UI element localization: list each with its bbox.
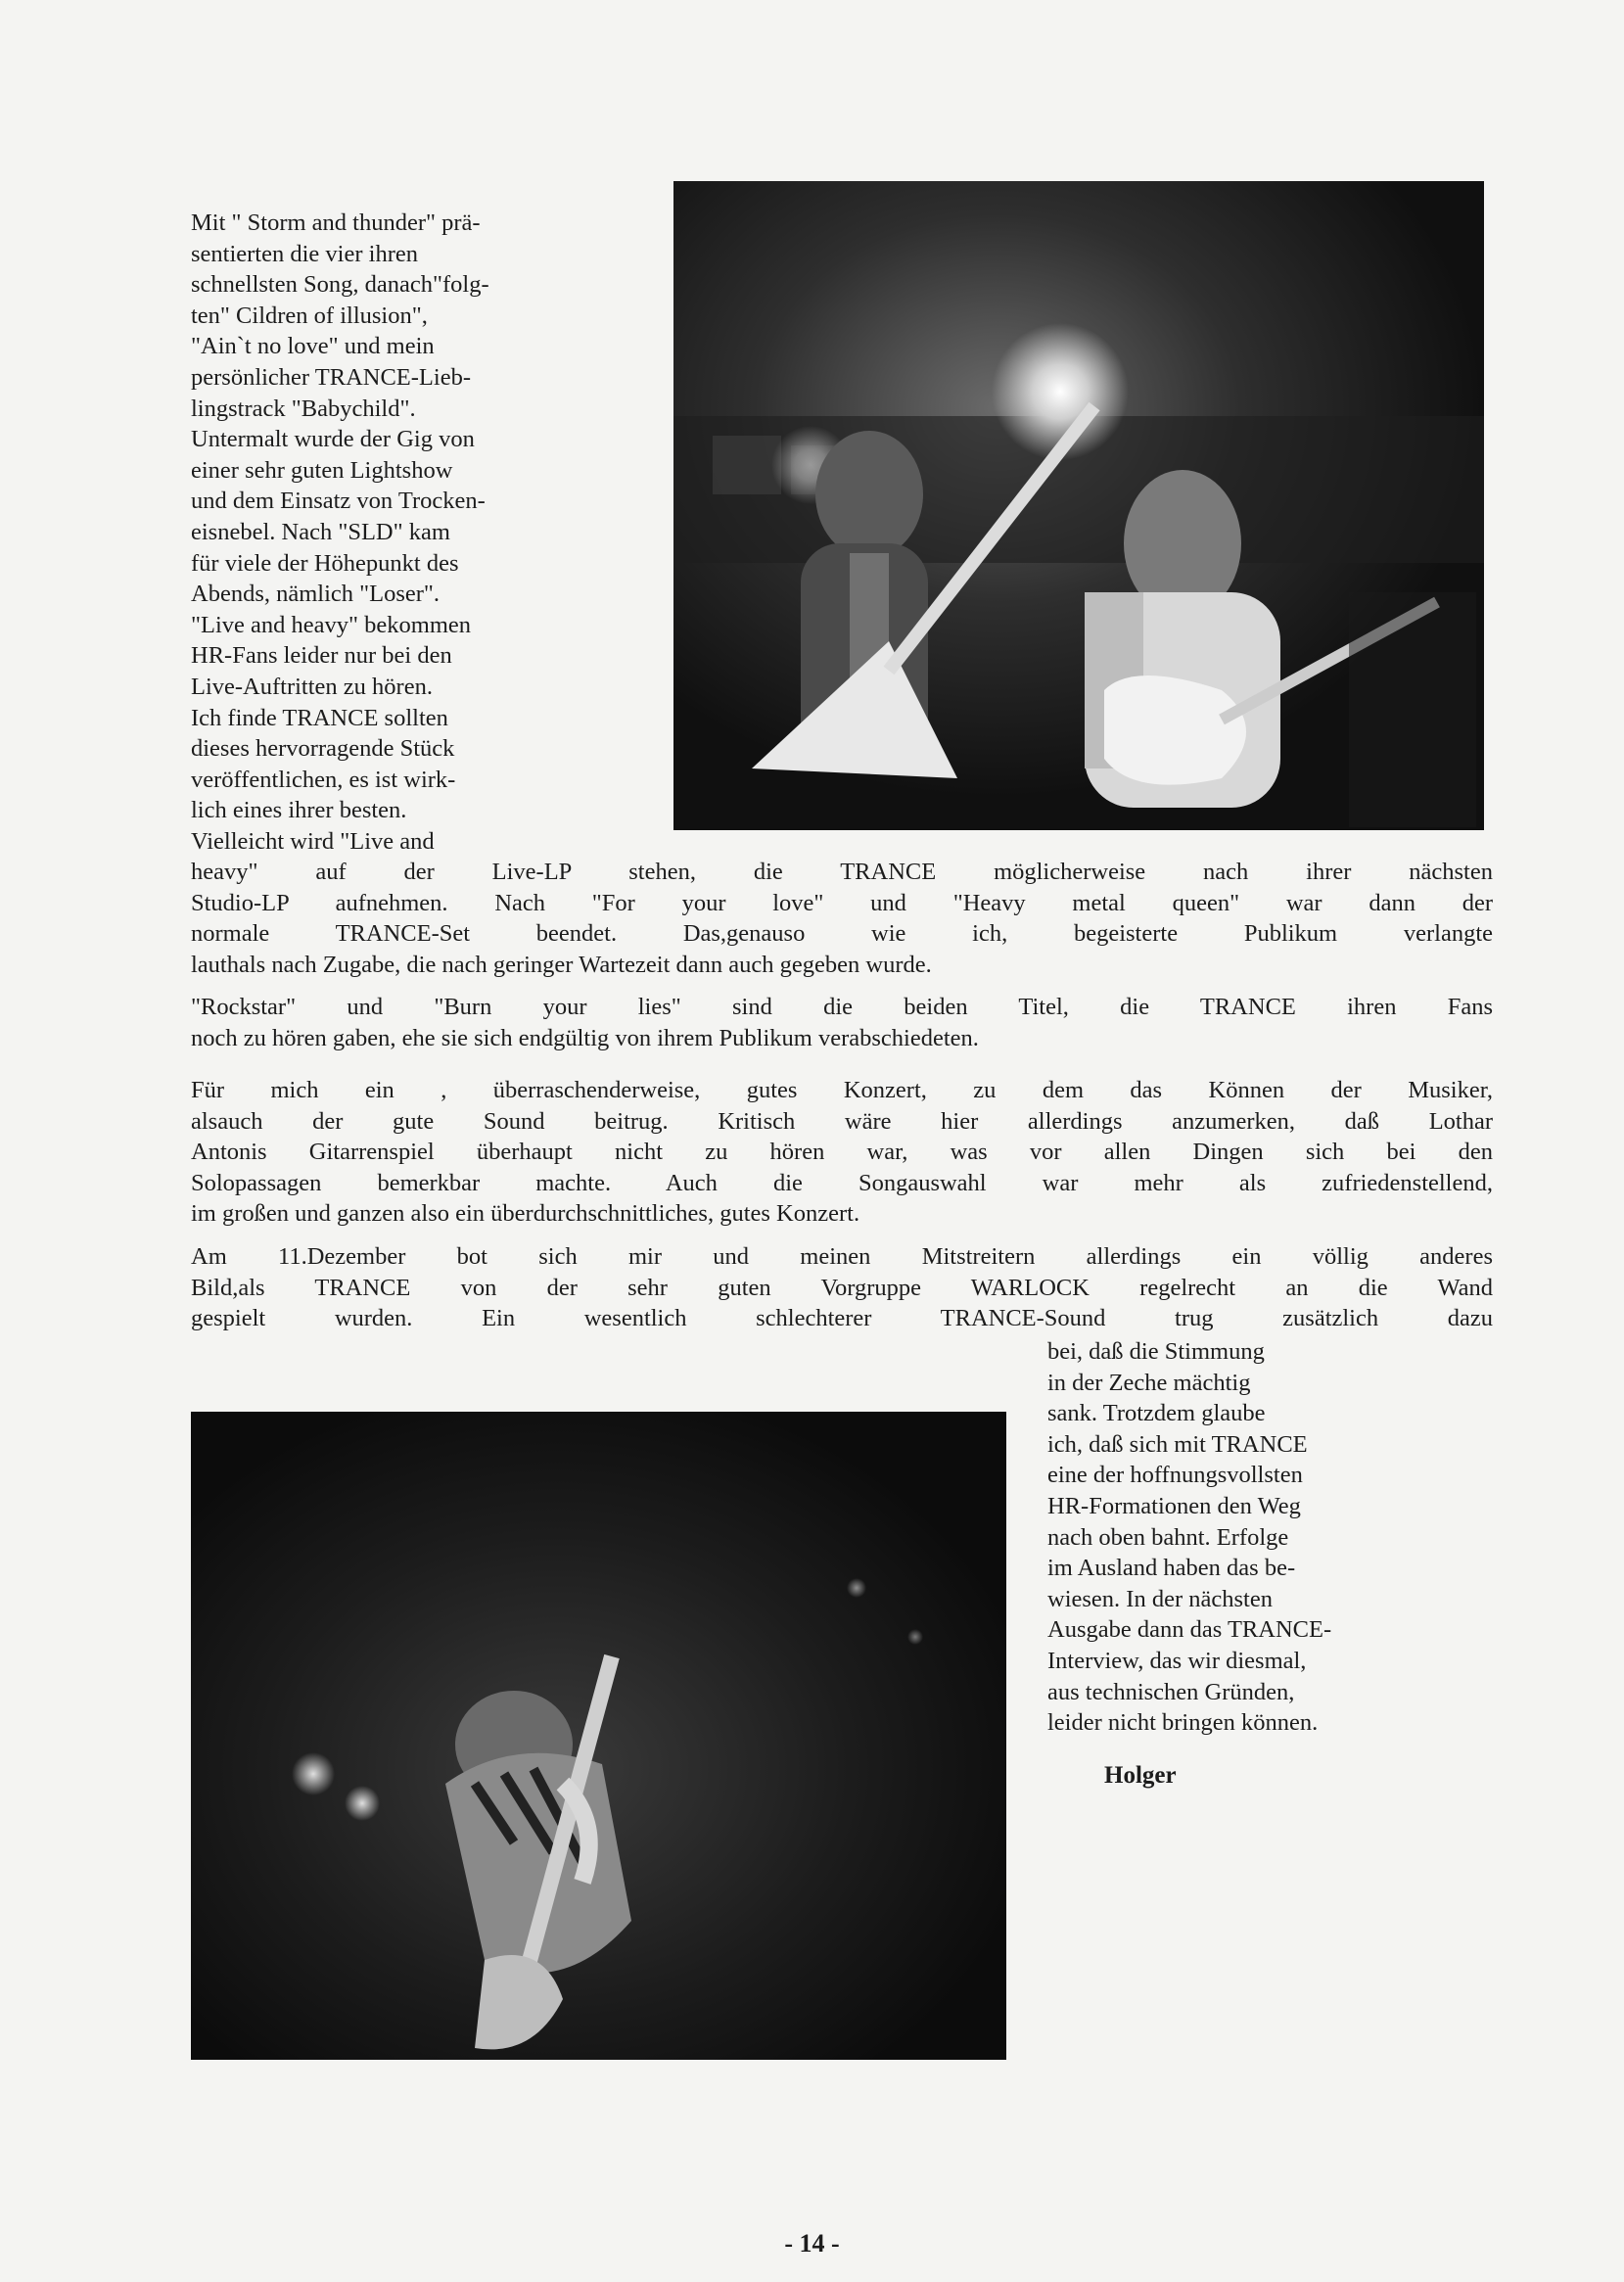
- text-line: dieses hervorragende Stück: [191, 735, 455, 763]
- author-signature: Holger: [1104, 1762, 1177, 1789]
- text-line: Studio-LP aufnehmen. Nach "For your love" und "Heavy metal queen" war dann der: [191, 889, 1493, 916]
- text-line: Am 11.Dezember bot sich mir und meinen Mitstreitern allerdings ein völlig anderes: [191, 1243, 1493, 1270]
- text-line: Ich finde TRANCE sollten: [191, 704, 448, 731]
- text-line: schnellsten Song, danach"folg-: [191, 271, 489, 299]
- text-line: HR-Formationen den Weg: [1047, 1492, 1301, 1519]
- text-line: nach oben bahnt. Erfolge: [1047, 1523, 1289, 1551]
- text-line: für viele der Höhepunkt des: [191, 549, 459, 577]
- text-line: noch zu hören gaben, ehe sie sich endgültig von ihrem Publikum verabschiedeten.: [191, 1024, 979, 1051]
- text-line: ich, daß sich mit TRANCE: [1047, 1430, 1308, 1458]
- text-line: im Ausland haben das be-: [1047, 1555, 1296, 1582]
- paragraph-3: [191, 1075, 1493, 1230]
- text-line: wiesen. In der nächsten: [1047, 1585, 1273, 1612]
- text-line: Mit " Storm and thunder" prä-: [191, 210, 481, 236]
- text-line: Solopassagen bemerkbar machte. Auch die Songauswahl war mehr als zufriedenstellend,: [191, 1169, 1493, 1196]
- text-line: HR-Fans leider nur bei den: [191, 642, 452, 670]
- text-line: Live-Auftritten zu hören.: [191, 673, 433, 700]
- paragraph-1-continued: [191, 857, 1493, 980]
- text-line: eine der hoffnungsvollsten: [1047, 1462, 1303, 1489]
- text-line: in der Zeche mächtig: [1047, 1369, 1251, 1396]
- paragraph-4: [191, 1241, 1493, 1334]
- concert-photo-guitarists: [673, 181, 1484, 830]
- text-line: einer sehr guten Lightshow: [191, 456, 453, 484]
- concert-photo-guitarist: [191, 1412, 1006, 2060]
- text-line: alsauch der gute Sound beitrug. Kritisch wäre hier allerdings anzumerken, daß Lothar: [191, 1107, 1493, 1135]
- text-line: gespielt wurden. Ein wesentlich schlechterer TRANCE-Sound trug zusätzlich dazu: [191, 1305, 1493, 1332]
- text-line: eisnebel. Nach "SLD" kam: [191, 518, 450, 545]
- left-column-text: [191, 208, 651, 857]
- text-line: Abends, nämlich "Loser".: [191, 581, 441, 608]
- page-number: - 14 -: [784, 2229, 840, 2258]
- text-line: heavy" auf der Live-LP stehen, die TRANCE möglicherweise nach ihrer nächsten: [191, 859, 1493, 885]
- text-line: im großen und ganzen also ein überdurchschnittliches, gutes Konzert.: [191, 1200, 860, 1228]
- text-line: "Ain`t no love" und mein: [191, 333, 435, 360]
- text-line: lingstrack "Babychild".: [191, 395, 416, 422]
- text-line: und dem Einsatz von Trocken-: [191, 488, 486, 515]
- paragraph-2: [191, 992, 1493, 1053]
- text-line: Vielleicht wird "Live and: [191, 827, 435, 855]
- text-line: Ausgabe dann das TRANCE-: [1047, 1616, 1332, 1644]
- text-line: lich eines ihrer besten.: [191, 797, 407, 824]
- text-line: sentierten die vier ihren: [191, 240, 418, 267]
- text-line: bei, daß die Stimmung: [1047, 1338, 1265, 1365]
- right-column-text: [1047, 1336, 1508, 1739]
- text-line: veröffentlichen, es ist wirk-: [191, 766, 456, 793]
- text-line: ten" Cildren of illusion",: [191, 302, 428, 329]
- text-line: leider nicht bringen können.: [1047, 1709, 1319, 1737]
- text-line: Für mich ein , überraschenderweise, gutes Konzert, zu dem das Können der Musiker,: [191, 1077, 1493, 1103]
- text-line: "Live and heavy" bekommen: [191, 611, 472, 638]
- text-line: normale TRANCE-Set beendet. Das,genauso wie ich, begeisterte Publikum verlangte: [191, 920, 1493, 948]
- text-line: persönlicher TRANCE-Lieb-: [191, 363, 471, 391]
- text-line: sank. Trotzdem glaube: [1047, 1400, 1266, 1427]
- text-line: lauthals nach Zugabe, die nach geringer Wartezeit dann auch gegeben wurde.: [191, 951, 932, 978]
- text-line: Interview, das wir diesmal,: [1047, 1647, 1307, 1674]
- text-line: aus technischen Gründen,: [1047, 1678, 1295, 1705]
- text-line: Untermalt wurde der Gig von: [191, 426, 475, 453]
- text-line: "Rockstar" und "Burn your lies" sind die beiden Titel, die TRANCE ihren Fans: [191, 994, 1493, 1020]
- text-line: Antonis Gitarrenspiel überhaupt nicht zu hören war, was vor allen Dingen sich bei den: [191, 1139, 1493, 1166]
- text-line: Bild,als TRANCE von der sehr guten Vorgruppe WARLOCK regelrecht an die Wand: [191, 1274, 1493, 1301]
